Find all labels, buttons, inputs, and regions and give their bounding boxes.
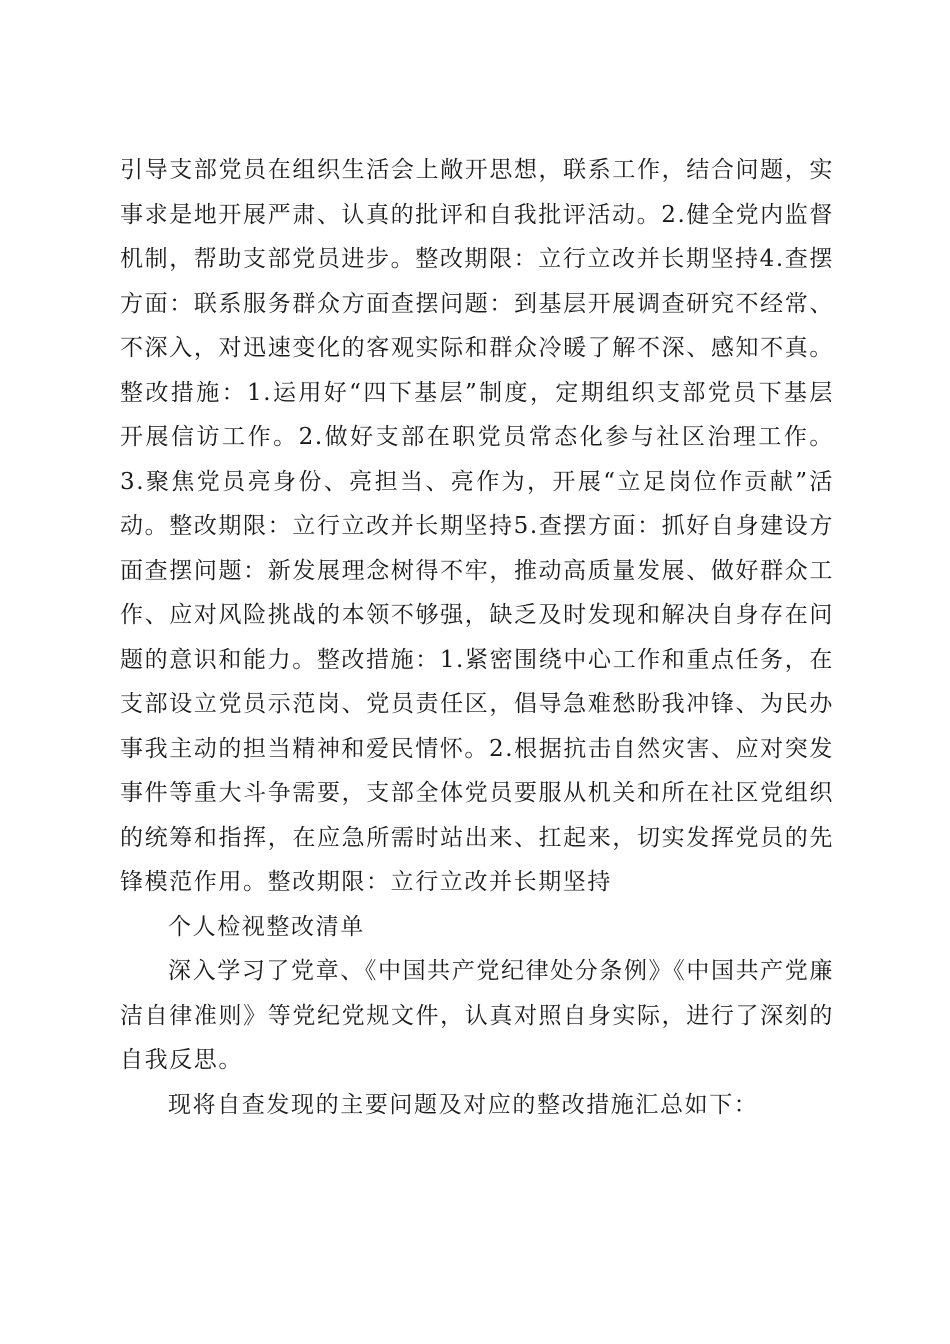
summary-paragraph: 现将自查发现的主要问题及对应的整改措施汇总如下： — [168, 1091, 759, 1118]
section-title: 个人检视整改清单 — [168, 913, 365, 940]
document-body — [120, 148, 834, 1127]
intro-paragraph: 深入学习了党章、《中国共产党纪律处分条例》《中国共产党廉洁自律准则》等党纪党规文件，认真对照自身实际，进行了深刻的自我反思。 — [120, 958, 834, 1073]
body-paragraph-continuation: 引导支部党员在组织生活会上敞开思想，联系工作，结合问题，实事求是地开展严肃、认真的批评和自我批评活动。2.健全党内监督机制，帮助支部党员进步。整改期限：立行立改并长期坚持4.查摆方面：联系服务群众方面查摆问题：到基层开展调查研究不经常、不深入，对迅速变化的客观实际和群众冷暖了解不深、感知不真。整改措施：1.运用好“四下基层”制度，定期组织支部党员下基层开展信访工作。2.做好支部在职党员常态化参与社区治理工作。3.聚焦党员亮身份、亮担当、亮作为，开展“立足岗位作贡献”活动。整改期限：立行立改并长期坚持5.查摆方面：抓好自身建设方面查摆问题：新发展理念树得不牢，推动高质量发展、做好群众工作、应对风险挑战的本领不够强，缺乏及时发现和解决自身存在问题的意识和能力。整改措施：1.紧密围绕中心工作和重点任务，在支部设立党员示范岗、党员责任区，倡导急难愁盼我冲锋、为民办事我主动的担当精神和爱民情怀。2.根据抗击自然灾害、应对突发事件等重大斗争需要，支部全体党员要服从机关和所在社区党组织的统筹和指挥，在应急所需时站出来、扛起来，切实发挥党员的先锋模范作用。整改期限：立行立改并长期坚持 — [120, 157, 834, 895]
